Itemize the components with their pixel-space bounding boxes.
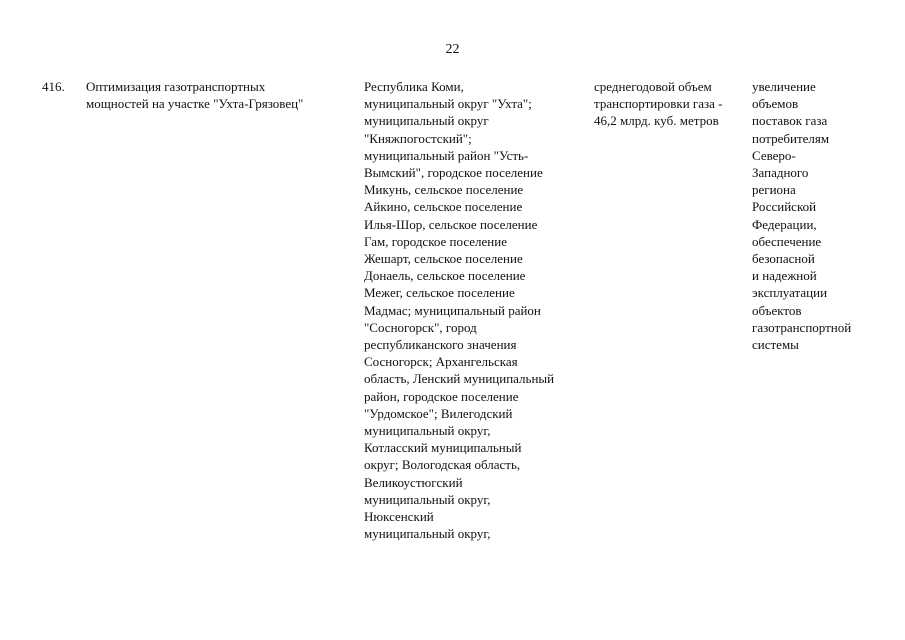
object-parameters: среднегодовой объем транспортировки газа - 46,2 млрд. куб. метров [594,79,723,129]
object-name: Оптимизация газотранспортных мощностей на участке "Ухта-Грязовец" [86,79,304,112]
object-location: Республика Коми, муниципальный округ "Ухта"; муниципальный округ "Княжпогостский"; муниципальный район "Усть- Вымский", городское поселение Микунь, сельское поселение Айкино, сельское поселение Илья-Шор, сельское поселение Гам, городское поселение Жешарт, сельское поселение Донаель, сельское поселение Межег, сельское поселение Мадмас; муниципальный район "Сосногорск", город республиканского значения Сосногорск; Архангельская область, Ленский муниципальный район, городское поселение "Урдомское"; Вилегодский муниципальный округ, Котласский муниципальный округ; Вологодская область, Великоустюгский муниципальный округ, Нюксенский муниципальный округ, [364,79,555,542]
object-purpose: увеличение объемов поставок газа потребителям Северо- Западного региона Российской Федерации, обеспечение безопасной и надежной эксплуатации объектов газотранспортной системы [752,79,852,353]
page-number: 22 [445,42,460,57]
row-number: 416. [42,79,65,94]
